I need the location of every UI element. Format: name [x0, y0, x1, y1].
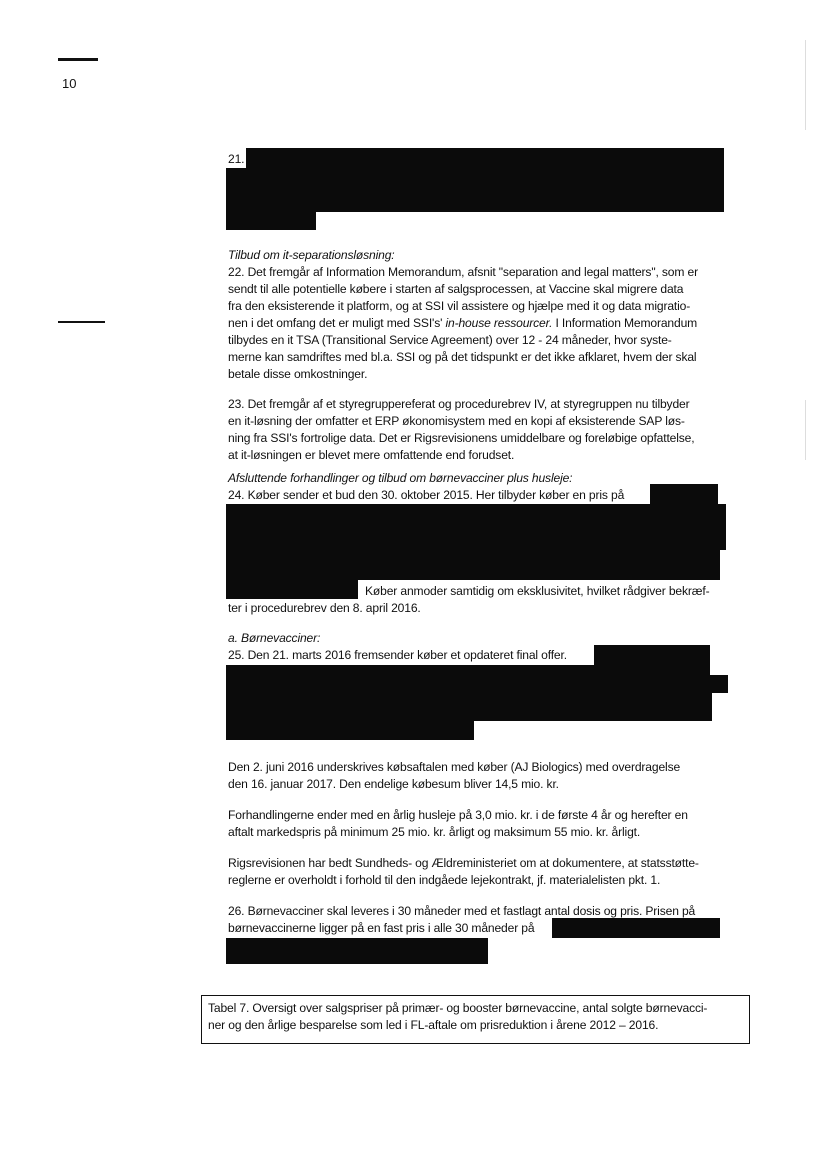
redaction-block [226, 665, 710, 675]
italic-term: in-house ressourcer. [445, 316, 553, 330]
redaction-block [226, 693, 712, 721]
paragraph-rent [228, 807, 728, 841]
redaction-block [226, 675, 728, 693]
table-caption-box [201, 995, 750, 1044]
paragraph-line: sendt til alle potentielle købere i starten af salgsprocessen, at Vaccine skal migrere data [228, 282, 684, 296]
paragraph-line: fra den eksisterende it platform, og at SSI vil assistere og hjælpe med it og data migratio- [228, 299, 691, 313]
redaction-block [226, 168, 724, 212]
redaction-block [552, 918, 720, 938]
margin-mark-middle [58, 321, 105, 323]
paragraph-line: Forhandlingerne ender med en årlig husleje på 3,0 mio. kr. i de første 4 år og herefter en [228, 808, 688, 822]
redaction-block [226, 504, 726, 550]
paragraph-line: 23. Det fremgår af et styregruppereferat og procedurebrev IV, at styregruppen nu tilbyder [228, 397, 690, 411]
paragraph-line: den 16. januar 2017. Den endelige købesum bliver 14,5 mio. kr. [228, 777, 559, 791]
paragraph-state-aid [228, 855, 728, 889]
table-caption-line: ner og den årlige besparelse som led i FL-aftale om prisreduktion i årene 2012 – 2016. [208, 1018, 659, 1032]
paragraph-26-line-1: 26. Børnevacciner skal leveres i 30 måneder med et fastlagt antal dosis og pris. Prisen på [228, 904, 696, 918]
paragraph-line: ning fra SSI's fortrolige data. Det er Rigsrevisionens umiddelbare og foreløbige opfattelse, [228, 431, 695, 445]
section-21-number: 21. [228, 152, 245, 166]
redaction-block [226, 212, 316, 230]
page-number: 10 [62, 76, 77, 91]
paragraph-line: tilbydes en it TSA (Transitional Service Agreement) over 12 - 24 måneder, hvor syste- [228, 333, 672, 347]
section-heading-it: Tilbud om it-separationsløsning: [228, 248, 395, 262]
paragraph-line: en it-løsning der omfatter et ERP økonomisystem med en kopi af eksisterende SAP løs- [228, 414, 685, 428]
margin-mark-top [58, 58, 98, 61]
redaction-block [226, 580, 358, 599]
redaction-block [226, 721, 474, 740]
paragraph-22 [228, 264, 728, 383]
scan-artifact [805, 400, 806, 460]
redaction-block [594, 645, 710, 665]
paragraph-23 [228, 396, 728, 464]
redaction-block [650, 484, 718, 504]
redaction-block [246, 148, 724, 168]
paragraph-24-line-3: ter i procedurebrev den 8. april 2016. [228, 601, 421, 615]
paragraph-line: merne kan samdriftes med bl.a. SSI og på det tidspunkt er det ikke afklaret, hvem der skal [228, 350, 697, 364]
paragraph-line: reglerne er overholdt i forhold til den indgåede lejekontrakt, jf. materialelisten pkt. 1. [228, 873, 661, 887]
paragraph-24-line-1: 24. Køber sender et bud den 30. oktober 2015. Her tilbyder køber en pris på [228, 488, 625, 502]
text-span: I Information Memorandum [555, 316, 698, 330]
paragraph-line: betale disse omkostninger. [228, 367, 368, 381]
paragraph-25-line-1: 25. Den 21. marts 2016 fremsender køber et opdateret final offer. [228, 648, 567, 662]
subheading-a: a. Børnevacciner: [228, 631, 321, 645]
redaction-block [226, 938, 488, 964]
paragraph-line: Rigsrevisionen har bedt Sundheds- og Ældreministeriet om at dokumentere, at statsstøtte- [228, 856, 699, 870]
table-caption-line: Tabel 7. Oversigt over salgspriser på primær- og booster børnevaccine, antal solgte børnevacci- [208, 1001, 708, 1015]
paragraph-line: aftalt markedspris på minimum 25 mio. kr. årligt og maksimum 55 mio. kr. årligt. [228, 825, 641, 839]
paragraph-24-line-2: Køber anmoder samtidig om eksklusivitet, hvilket rådgiver bekræf- [365, 584, 710, 598]
paragraph-line: 22. Det fremgår af Information Memorandum, afsnit "separation and legal matters", som er [228, 265, 698, 279]
paragraph-26-line-2: børnevaccinerne ligger på en fast pris i alle 30 måneder på [228, 921, 535, 935]
paragraph-purchase-agreement [228, 759, 728, 793]
paragraph-line: Den 2. juni 2016 underskrives købsaftalen med køber (AJ Biologics) med overdragelse [228, 760, 681, 774]
paragraph-line: at it-løsningen er blevet mere omfattende end forudset. [228, 448, 515, 462]
section-heading-final: Afsluttende forhandlinger og tilbud om børnevacciner plus husleje: [228, 471, 573, 485]
paragraph-line [228, 315, 728, 332]
scan-artifact [805, 40, 806, 130]
text-span: nen i det omfang det er muligt med SSI's' [228, 316, 443, 330]
redaction-block [226, 550, 720, 580]
